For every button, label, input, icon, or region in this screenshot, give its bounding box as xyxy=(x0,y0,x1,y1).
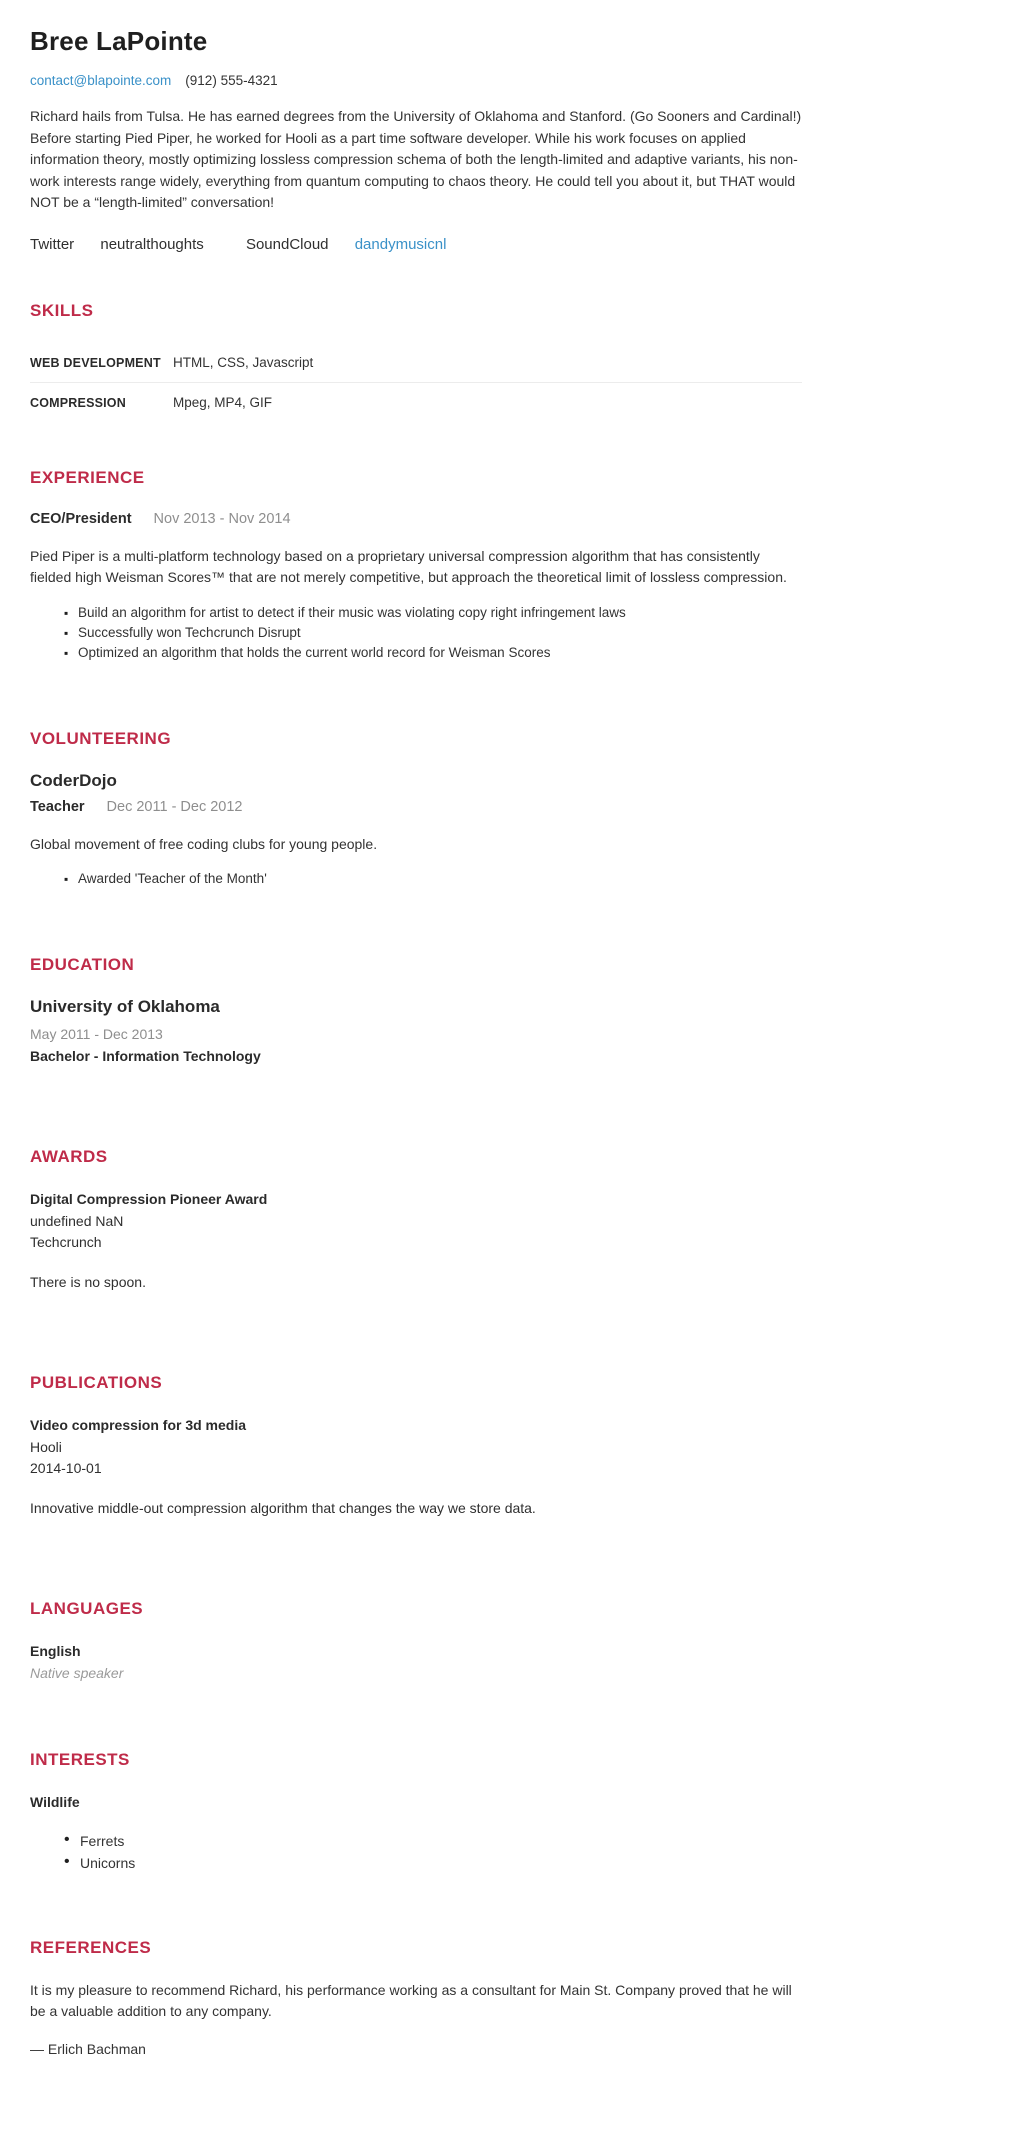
highlight-item: ▪ Optimized an algorithm that holds the current world record for Weisman Scores xyxy=(64,643,802,663)
profile-username: neutralthoughts xyxy=(100,235,204,253)
award-entry xyxy=(30,1189,802,1293)
profile-username-link[interactable]: dandymusicnl xyxy=(354,235,447,253)
degree: Bachelor - Information Technology xyxy=(30,1047,261,1064)
volunteering-section xyxy=(30,729,802,890)
profile-network-label: SoundCloud xyxy=(245,235,329,253)
interests-section xyxy=(30,1750,802,1874)
interests-section-heading: INTERESTS xyxy=(30,1750,130,1769)
profile-soundcloud xyxy=(246,236,446,253)
job-dates: Nov 2013 - Nov 2014 xyxy=(153,510,291,527)
highlight-item: ▪ Awarded 'Teacher of the Month' xyxy=(64,869,802,889)
references-section-heading: REFERENCES xyxy=(30,1937,152,1957)
interest-keywords-list xyxy=(30,1830,802,1874)
interest-keyword-item: • Ferrets xyxy=(64,1830,802,1852)
experience-section xyxy=(30,468,802,663)
highlight-item: ▪ Build an algorithm for artist to detect if their music was violating copy right infringement laws xyxy=(64,603,802,623)
experience-section-heading: EXPERIENCE xyxy=(30,467,145,487)
reference-text: It is my pleasure to recommend Richard, his performance working as a consultant for Main St. Company proved that he will be a valuable addition to any company. xyxy=(30,1981,792,2019)
role-title: Teacher xyxy=(30,798,85,815)
publication-summary: Innovative middle-out compression algorithm that changes the way we store data. xyxy=(30,1499,536,1516)
awards-section xyxy=(30,1147,802,1293)
profile-network-label: Twitter xyxy=(30,235,75,253)
award-summary: There is no spoon. xyxy=(30,1273,146,1290)
publication-publisher: Hooli xyxy=(30,1438,62,1455)
award-awarder: Techcrunch xyxy=(30,1234,102,1250)
education-section xyxy=(30,955,802,1067)
reference-name: — Erlich Bachman xyxy=(30,2040,146,2057)
interest-name: Wildlife xyxy=(30,1794,80,1810)
interest-entry xyxy=(30,1792,802,1874)
highlight-item: ▪ Successfully won Techcrunch Disrupt xyxy=(64,623,802,643)
education-entry xyxy=(30,997,802,1067)
interest-keyword-item: • Unicorns xyxy=(64,1852,802,1874)
contact-row xyxy=(30,73,802,88)
volunteering-summary: Global movement of free coding clubs for young people. xyxy=(30,835,378,852)
skill-name: COMPRESSION xyxy=(30,395,126,410)
volunteering-entry xyxy=(30,771,802,890)
organization-name: CoderDojo xyxy=(30,770,117,790)
skill-row xyxy=(30,343,802,382)
skill-name: WEB DEVELOPMENT xyxy=(30,355,161,370)
award-date: undefined NaN xyxy=(30,1212,124,1229)
skill-keywords: Mpeg, MP4, GIF xyxy=(173,394,273,410)
education-dates: May 2011 - Dec 2013 xyxy=(30,1026,163,1042)
publication-title: Video compression for 3d media xyxy=(30,1417,247,1433)
job-title: CEO/President xyxy=(30,510,132,527)
email-link[interactable]: contact@blapointe.com xyxy=(30,73,172,88)
reference-entry xyxy=(30,1980,802,2057)
page-title: Bree LaPointe xyxy=(30,26,208,56)
job-highlights-list xyxy=(30,603,802,663)
institution-name: University of Oklahoma xyxy=(30,997,220,1016)
publications-section xyxy=(30,1373,802,1519)
summary-text: Richard hails from Tulsa. He has earned degrees from the University of Oklahoma and Stanford. (Go Sooners and Cardinal!) Before starting Pied Piper, he worked for Hooli as a part time software developer. While his work focuses on applied information theory, mostly optimizing lossless compression schema of both the length-limited and adaptive variants, his non-work interests range widely, everything from quantum computing to chaos theory. He could tell you about it, but THAT would NOT be a “length-limited” conversation! xyxy=(30,108,802,210)
experience-entry xyxy=(30,510,802,663)
language-name: English xyxy=(30,1643,81,1659)
profiles-row xyxy=(30,236,802,253)
phone-text: (912) 555-4321 xyxy=(185,73,278,88)
references-section xyxy=(30,1938,802,2057)
skills-section xyxy=(30,301,802,422)
skill-row xyxy=(30,382,802,422)
volunteering-highlights-list xyxy=(30,869,802,889)
languages-section-heading: LANGUAGES xyxy=(30,1599,144,1618)
role-dates: Dec 2011 - Dec 2012 xyxy=(106,798,243,815)
job-summary: Pied Piper is a multi-platform technology based on a proprietary universal compression algorithm that has consistently fielded high Weisman Scores™ that are not merely competitive, but approach the theoretical limit of lossless compression. xyxy=(30,547,787,585)
award-title: Digital Compression Pioneer Award xyxy=(30,1191,268,1207)
languages-section xyxy=(30,1599,802,1684)
skill-keywords: HTML, CSS, Javascript xyxy=(173,354,314,370)
awards-section-heading: AWARDS xyxy=(30,1147,108,1166)
publications-section-heading: PUBLICATIONS xyxy=(30,1373,163,1392)
education-section-heading: EDUCATION xyxy=(30,955,135,974)
publication-date: 2014-10-01 xyxy=(30,1460,102,1476)
language-entry xyxy=(30,1641,802,1684)
publication-entry xyxy=(30,1415,802,1519)
profile-twitter xyxy=(30,236,204,253)
volunteering-section-heading: VOLUNTEERING xyxy=(30,728,172,748)
language-fluency: Native speaker xyxy=(30,1664,124,1681)
skills-section-heading: SKILLS xyxy=(30,300,94,320)
